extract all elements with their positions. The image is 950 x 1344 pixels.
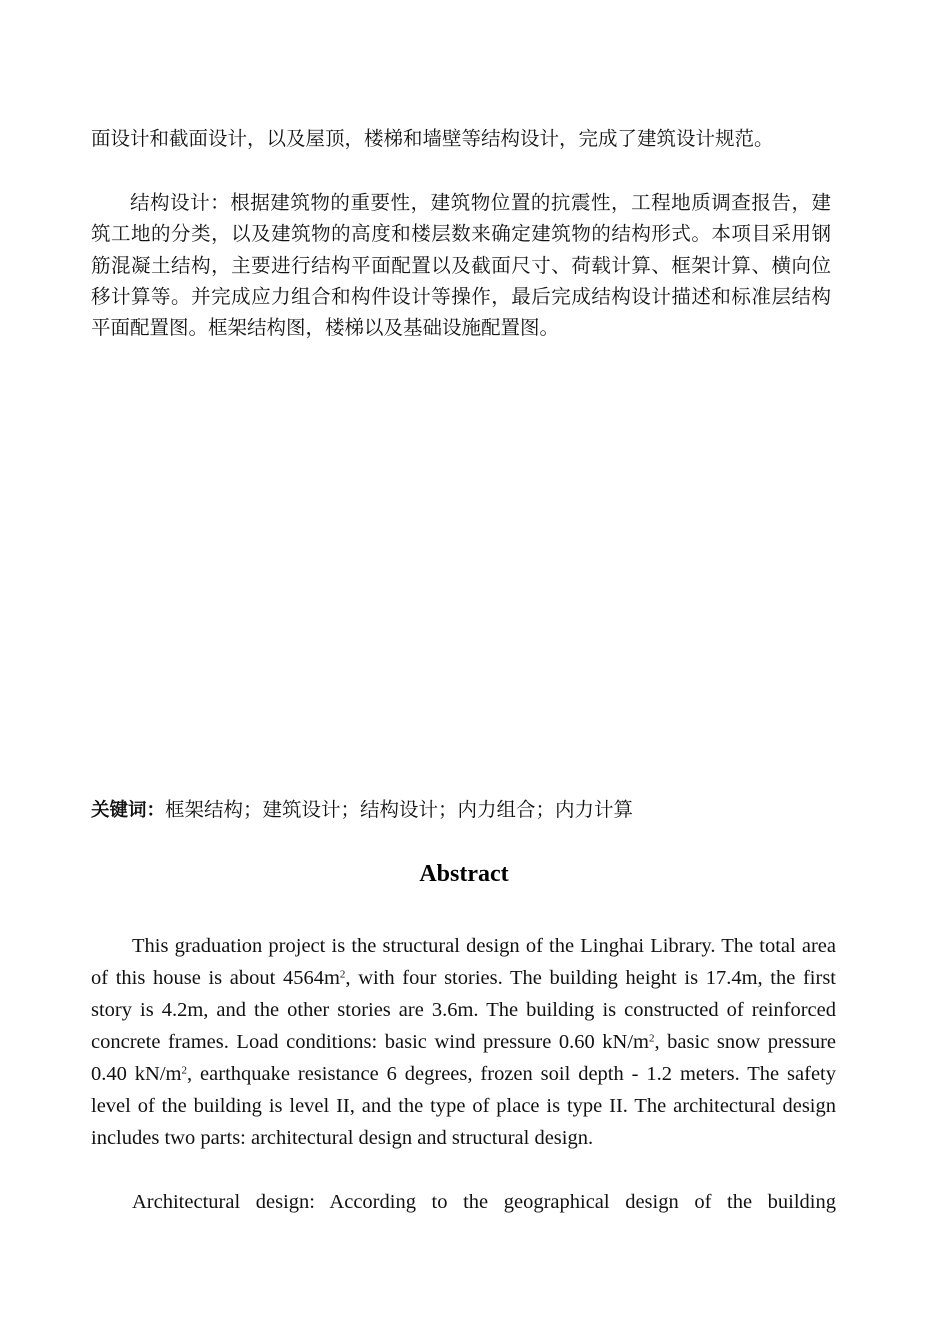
en-text-part-3: , basic snow pressure 0.40 kN/m (91, 1031, 837, 1085)
en-text-part-2: , with four stories. The building height is 17.4m, the first story is 4.2m, and the other stories are 3.6m. The building is constructed of reinforced concrete frames. Load conditions: basic wind pressure 0.60 kN/m (91, 967, 837, 1053)
en-text-part-4: , earthquake resistance 6 degrees, frozen soil depth - 1.2 meters. The safety level of the building is level II, and the type of place is type II. The architectural design includes two parts: architectural design and structural design. (91, 1063, 836, 1149)
chinese-abstract-structural (91, 187, 831, 343)
english-paragraph-2-text: Architectural design: According to the geographical design of the building (132, 1191, 836, 1213)
english-paragraph-1 (91, 930, 836, 1154)
chinese-paragraph-1: 面设计和截面设计，以及屋顶，楼梯和墙壁等结构设计，完成了建筑设计规范。 (91, 127, 774, 150)
chinese-paragraph-2: 结构设计：根据建筑物的重要性，建筑物位置的抗震性，工程地质调查报告，建筑工地的分类，以及建筑物的高度和楼层数来确定建筑物的结构形式。本项目采用钢筋混凝土结构，主要进行结构平面配置以及截面尺寸、荷载计算、框架计算、横向位移计算等。并完成应力组合和构件设计等操作，最后完成结构设计描述和标准层结构平面配置图。框架结构图，楼梯以及基础设施配置图。 (91, 191, 831, 340)
keywords-line (91, 796, 851, 825)
abstract-heading: Abstract (419, 861, 509, 887)
superscript-2: 2 (649, 1032, 655, 1045)
english-paragraph-1-text (91, 930, 836, 1154)
superscript-2: 2 (181, 1064, 187, 1077)
keywords-list: 框架结构；建筑设计；结构设计；内力组合；内力计算 (165, 798, 634, 821)
english-paragraph-2 (91, 1186, 836, 1218)
superscript-2: 2 (339, 968, 346, 981)
en-text-part-1: This graduation project is the structural design of the Linghai Library. The total area of this house is about 4564m (91, 935, 836, 989)
keywords-label: 关键词： (91, 800, 166, 821)
chinese-abstract-continuation (91, 123, 831, 154)
